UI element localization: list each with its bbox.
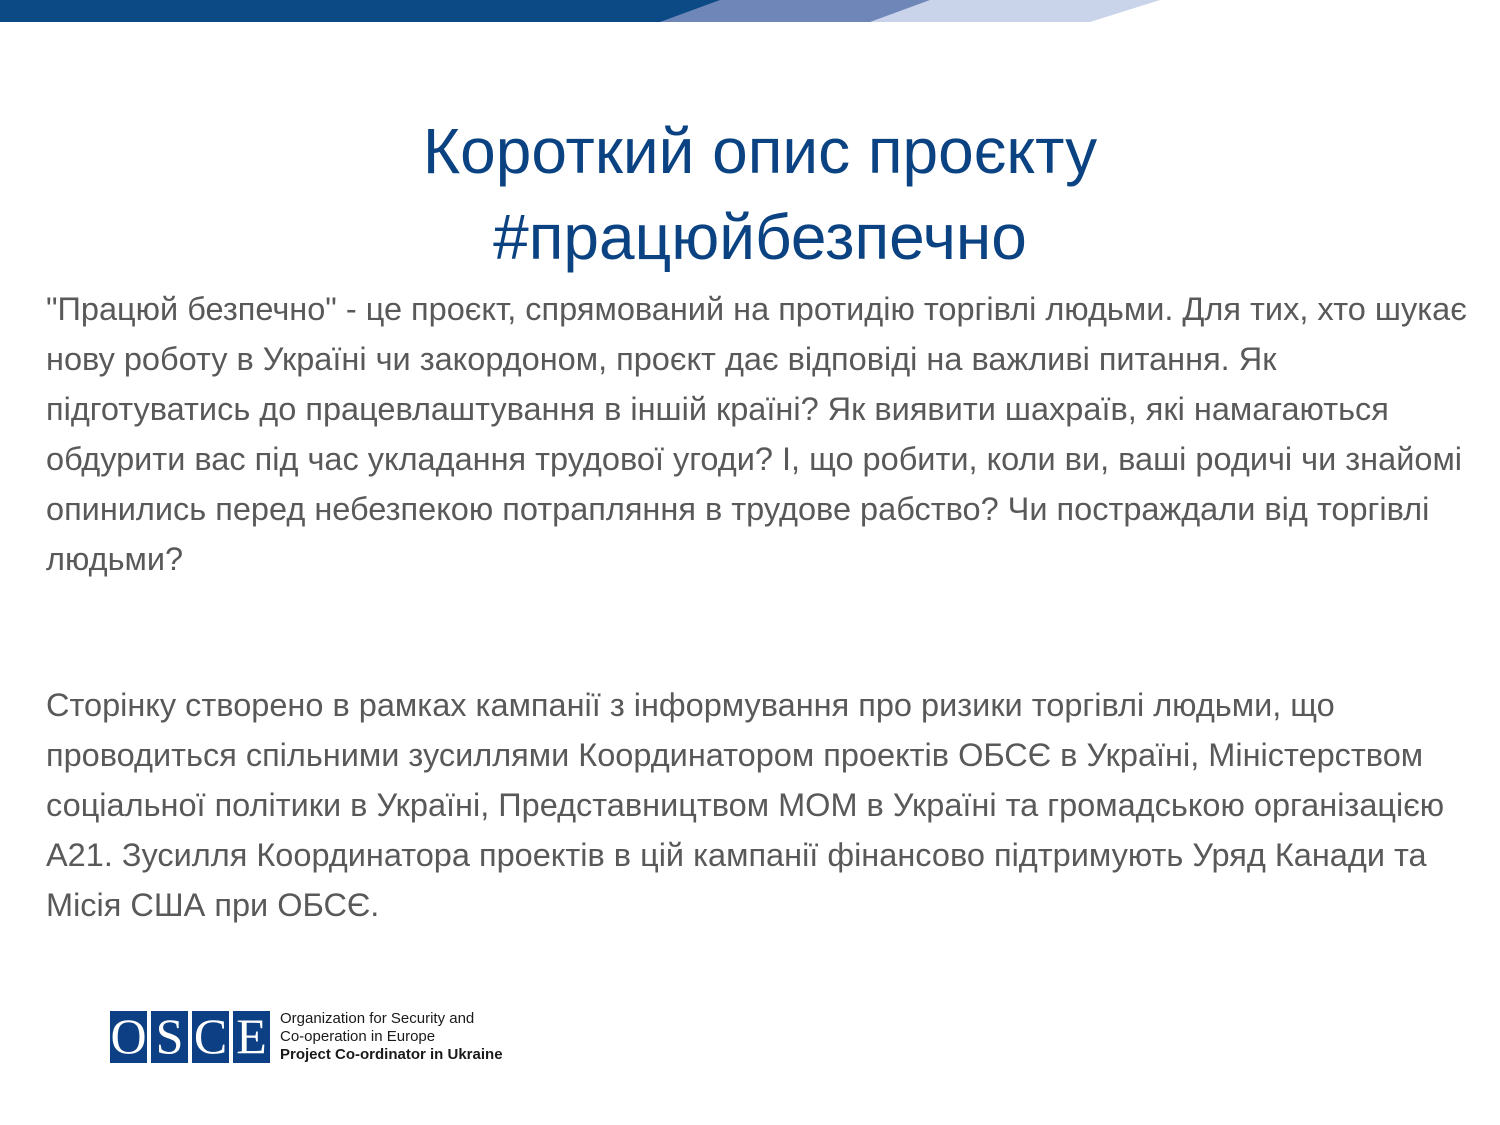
org-line-1: Organization for Security and <box>280 1010 475 1027</box>
osce-letter-e: E <box>233 1011 270 1063</box>
org-line-2: Co-operation in Europe <box>280 1028 436 1045</box>
slide-title <box>300 108 1220 280</box>
osce-letter-o: O <box>110 1008 147 1064</box>
osce-letter-s: S <box>151 1011 188 1063</box>
osce-letter-c: C <box>193 1008 228 1064</box>
osce-letter-boxes <box>110 1008 270 1064</box>
title-line-2: #працюйбезпечно <box>493 201 1027 273</box>
top-decorative-band <box>0 0 1500 22</box>
org-line-3: Project Co-ordinator in Ukraine <box>280 1046 503 1063</box>
title-line-1: Короткий опис проєкту <box>422 115 1098 187</box>
paragraph-campaign-info: Сторінку створено в рамках кампанії з інформування про ризики торгівлі людьми, що проводиться спільними зусиллями Координатором проектів ОБСЄ в Україні, Міністерством соціальної політики в Україні, Представництвом МОМ в Україні та громадською організацією А21. Зусилля Координатора проектів в цій кампанії фінансово підтримують Уряд Канади та Місія США при ОБСЄ. <box>46 687 1445 923</box>
paragraph-project-description: "Працюй безпечно" - це проєкт, спрямований на протидію торгівлі людьми. Для тих, хто шукає нову роботу в Україні чи закордоном, проєкт дає відповіді на важливі питання. Як підготуватись до працевлаштування в іншій країні? Як виявити шахраїв, які намагаються обдурити вас під час укладання трудової угоди? І, що робити, коли ви, ваші родичі чи знайомі опинились перед небезпекою потрапляння в трудове рабство? Чи постраждали від торгівлі людьми? <box>46 291 1467 577</box>
osce-logo <box>110 1008 503 1066</box>
osce-organization-name <box>280 1010 503 1064</box>
